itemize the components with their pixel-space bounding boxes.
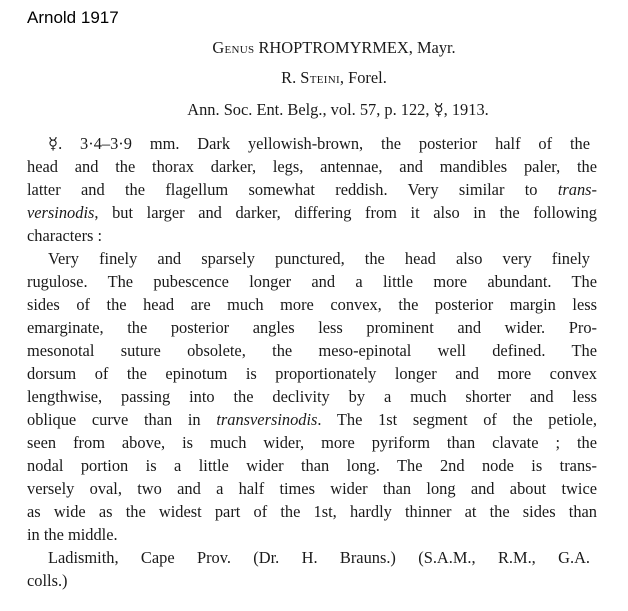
p3-line-2: colls.): [27, 571, 68, 590]
p1-line-4: [27, 203, 597, 223]
p2-line-12: as wide as the widest part of the 1st, hardly thinner at the sides than: [27, 502, 597, 521]
p2-line-7: lengthwise, passing into the declivity by a much shorter and less: [27, 387, 597, 406]
p2-line-8-text-post: . The 1st segment of the petiole,: [317, 410, 597, 429]
worker-sign-icon: ☿: [48, 134, 59, 153]
p1-line-1-text: . 3·4–3·9 mm. Dark yellowish-brown, the posterior half of the: [58, 134, 590, 153]
citation-text: Ann. Soc. Ent. Belg., vol. 57, p. 122,: [187, 100, 430, 119]
p2-line-10: nodal portion is a little wider than long. The 2nd node is trans-: [27, 456, 597, 475]
p2-line-5: mesonotal suture obsolete, the meso-epinotal well defined. The: [27, 341, 597, 360]
p1-line-1: [48, 134, 590, 154]
p2-line-2: rugulose. The pubescence longer and a little more abundant. The: [27, 272, 597, 291]
p2-line-6: dorsum of the epinotum is proportionately longer and more convex: [27, 364, 597, 383]
species-name: Steini: [300, 68, 340, 87]
p1-line-5: characters :: [27, 226, 103, 245]
p1-line-4-text: , but larger and darker, differing from it also in the following: [94, 203, 597, 222]
species-author: , Forel.: [339, 68, 387, 87]
citation: [24, 100, 628, 120]
species-heading: [20, 68, 628, 88]
worker-sign-icon: ☿: [433, 100, 444, 119]
p1-line-3-text: latter and the flagellum somewhat reddish. Very similar to: [27, 180, 538, 199]
p1-line-3-italic: trans-: [557, 180, 597, 199]
p2-line-8-italic: transversinodis: [216, 410, 318, 429]
p1-line-4-italic: versinodis: [27, 203, 95, 222]
species-abbrev: R.: [281, 68, 297, 87]
p1-line-3: [27, 180, 597, 200]
p2-line-1: Very finely and sparsely punctured, the head also very finely: [48, 249, 590, 268]
p2-line-11: versely oval, two and a half times wider than long and about twice: [27, 479, 597, 498]
genus-heading: [20, 38, 628, 58]
genus-name: RHOPTROMYRMEX, Mayr.: [258, 38, 456, 57]
p1-line-2: head and the thorax darker, legs, antennae, and mandibles paler, the: [27, 157, 597, 176]
p2-line-8-text: oblique curve than in: [27, 410, 201, 429]
p2-line-9: seen from above, is much wider, more pyriform than clavate ; the: [27, 433, 597, 452]
p2-line-3: sides of the head are much more convex, the posterior margin less: [27, 295, 597, 314]
citation-year: , 1913.: [443, 100, 489, 119]
annotation-label: Arnold 1917: [27, 8, 119, 27]
p2-line-13: in the middle.: [27, 525, 118, 544]
p2-line-4: emarginate, the posterior angles less prominent and wider. Pro-: [27, 318, 597, 337]
genus-prefix: Genus: [212, 38, 255, 57]
p2-line-8: [27, 410, 597, 430]
p3-line-1: Ladismith, Cape Prov. (Dr. H. Brauns.) (S.A.M., R.M., G.A.: [48, 548, 590, 567]
